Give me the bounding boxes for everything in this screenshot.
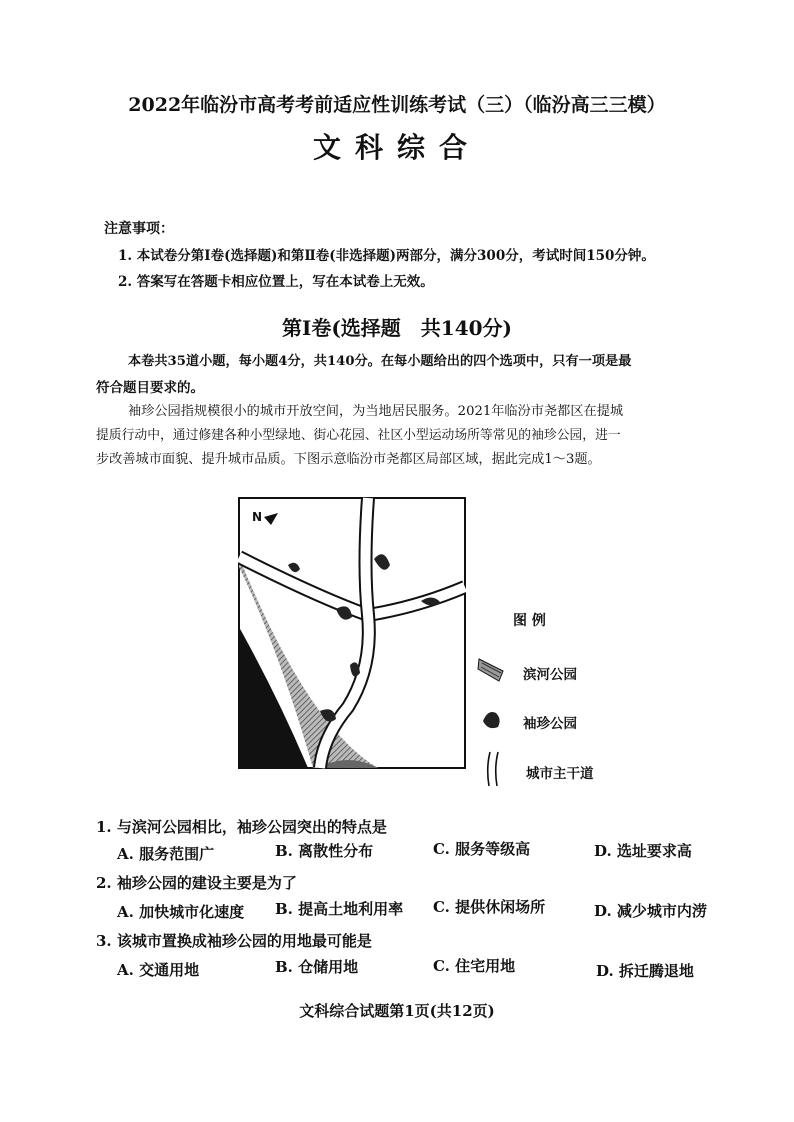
question-1-option-d: D. 选址要求高	[594, 842, 692, 860]
exam-title: 2022年临汾市高考考前适应性训练考试（三）（临汾高三三模）	[128, 94, 666, 116]
dark-blob-icon	[480, 707, 504, 731]
question-2-stem: 2. 袖珍公园的建设主要是为了	[96, 874, 297, 892]
legend-label-main-road: 城市主干道	[526, 766, 594, 782]
legend-title: 图 例	[513, 613, 546, 629]
question-1-stem: 1. 与滨河公园相比，袖珍公园突出的特点是	[96, 818, 387, 836]
subject-title: 文科综合	[312, 131, 481, 164]
question-2-option-d: D. 减少城市内涝	[594, 902, 707, 920]
question-1-option-b: B. 离散性分布	[275, 842, 374, 860]
passage-line3: 步改善城市面貌、提升城市品质。下图示意临汾市尧都区局部区域，据此完成1～3题。	[96, 452, 601, 467]
hatched-park-icon	[477, 655, 509, 685]
legend-label-pocket-park: 袖珍公园	[523, 716, 577, 732]
legend-label-riverside-park: 滨河公园	[523, 667, 577, 683]
section-title: 第Ⅰ卷(选择题 共140分)	[281, 316, 513, 340]
section-intro-line1: 本卷共35道小题，每小题4分，共140分。在每小题给出的四个选项中，只有一项是最	[128, 354, 632, 369]
notice-item-2: 2. 答案写在答题卡相应位置上，写在本试卷上无效。	[118, 274, 434, 290]
passage-line1: 袖珍公园指规模很小的城市开放空间，为当地居民服务。2021年临汾市尧都区在提城	[128, 404, 624, 419]
north-label: N	[252, 510, 263, 524]
question-1-option-c: C. 服务等级高	[433, 840, 531, 858]
notice-heading: 注意事项：	[104, 221, 174, 237]
question-3-option-a: A. 交通用地	[117, 961, 200, 979]
question-3-option-d: D. 拆迁腾退地	[596, 962, 694, 980]
notice-item-1: 1. 本试卷分第Ⅰ卷(选择题)和第Ⅱ卷(非选择题)两部分，满分300分，考试时间150分钟。	[118, 248, 655, 264]
question-1-option-a: A. 服务范围广	[117, 845, 215, 863]
double-line-road-icon	[484, 750, 506, 788]
question-3-stem: 3. 该城市置换成袖珍公园的用地最可能是	[96, 932, 372, 950]
question-2-option-c: C. 提供休闲场所	[433, 898, 546, 916]
question-2-option-b: B. 提高土地利用率	[275, 900, 404, 918]
passage-line2: 提质行动中，通过修建各种小型绿地、街心花园、社区小型运动场所等常见的袖珍公园，进一	[96, 428, 621, 443]
question-3-option-b: B. 仓储用地	[275, 958, 359, 976]
page-footer: 文科综合试题第1页(共12页)	[299, 1002, 495, 1020]
section-intro-line2: 符合题目要求的。	[96, 380, 204, 396]
question-3-option-c: C. 住宅用地	[433, 957, 516, 975]
question-2-option-a: A. 加快城市化速度	[117, 903, 245, 921]
district-map	[238, 497, 466, 769]
